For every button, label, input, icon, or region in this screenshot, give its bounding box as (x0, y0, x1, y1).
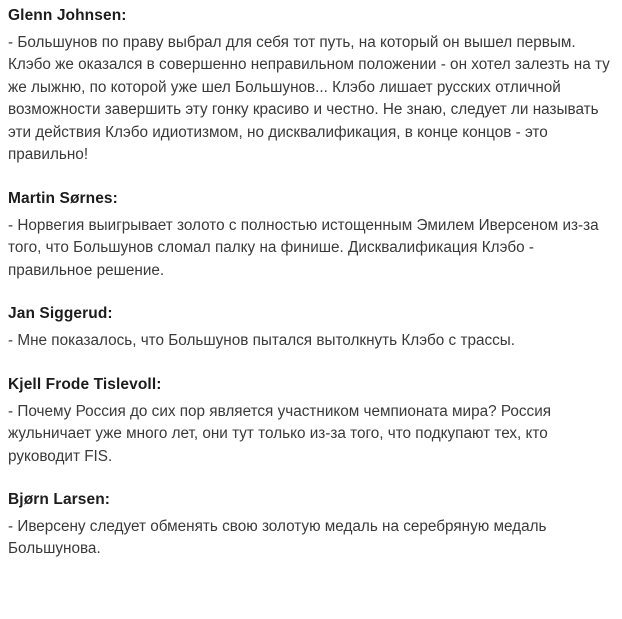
list-item (8, 490, 612, 561)
comment-author: Kjell Frode Tislevoll: (8, 375, 162, 393)
comment-author: Bjørn Larsen: (8, 490, 111, 508)
comment-text: - Норвегия выигрывает золото с полностью истощенным Эмилем Иверсеном из-за того, что Большунов сломал палку на финише. Дисквалификация Клэбо - правильное решение. (8, 216, 599, 279)
comment-author: Glenn Johnsen: (8, 7, 127, 24)
comment-text: - Большунов по праву выбрал для себя тот путь, на который он вышел первым. Клэбо же оказался в совершенно неправильном положении - он хотел залезть на ту же лыжню, по которой уже шел Большунов... Клэбо лишает русских отличной возможности завершить эту гонку красиво и честно. Не знаю, следует ли называть эти действия Клэбо идиотизмом, но дисквалификация, в конце концов - это правильно! (8, 33, 610, 164)
comment-author: Martin Sørnes: (8, 189, 118, 207)
comment-text: - Иверсену следует обменять свою золотую медаль на серебряную медаль Большунова. (8, 517, 547, 558)
list-item (8, 6, 612, 167)
comment-author: Jan Siggerud: (8, 305, 113, 323)
list-item (8, 189, 612, 282)
comment-text: - Мне показалось, что Большунов пытался вытолкнуть Клэбо с трассы. (8, 332, 516, 350)
list-item (8, 304, 612, 352)
list-item (8, 375, 612, 468)
comment-text: - Почему Россия до сих пор является участником чемпионата мира? Россия жульничает уже много лет, они тут только из-за того, что подкупают тех, кто руководит FIS. (8, 402, 552, 465)
